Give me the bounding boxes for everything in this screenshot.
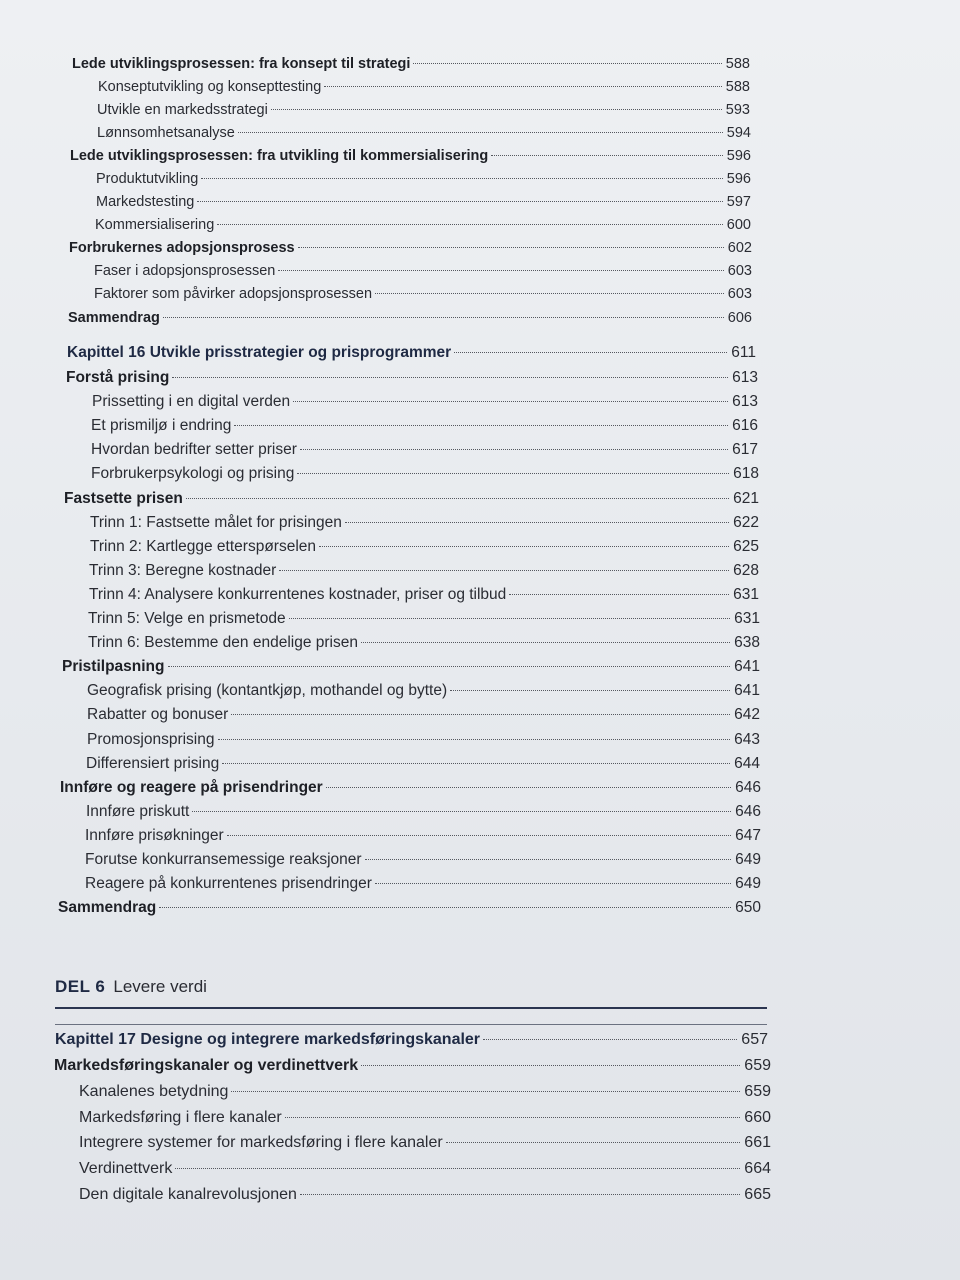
toc-page-number: 665	[744, 1186, 771, 1203]
toc-entry-title: Lønnsomhetsanalyse	[97, 125, 235, 141]
leader-dots	[234, 425, 728, 426]
leader-dots	[413, 63, 721, 64]
leader-dots	[172, 377, 728, 378]
toc-subsection	[95, 217, 751, 233]
toc-entry-title: Trinn 2: Kartlegge etterspørselen	[90, 538, 317, 555]
leader-dots	[300, 1194, 740, 1195]
toc-section	[66, 369, 758, 387]
leader-dots	[454, 352, 727, 353]
toc-subsection	[88, 634, 760, 652]
leader-dots	[297, 473, 729, 474]
toc-subsection	[79, 1083, 771, 1101]
toc-subsection	[91, 465, 759, 483]
leader-dots	[361, 1065, 740, 1066]
toc-subsection	[89, 586, 759, 604]
toc-page-number: 606	[727, 310, 752, 326]
toc-section	[60, 779, 761, 797]
leader-dots	[159, 907, 731, 908]
toc-entry-title: Sammendrag	[68, 310, 160, 326]
toc-entry-title: Den digitale kanalrevolusjonen	[79, 1186, 297, 1203]
toc-entry-title: Prissetting i en digital verden	[92, 393, 291, 410]
toc-page-number: 622	[733, 514, 759, 531]
toc-entry-title: Pristilpasning	[62, 658, 165, 675]
toc-entry-title: Trinn 6: Bestemme den endelige prisen	[88, 634, 358, 651]
leader-dots	[231, 714, 730, 715]
toc-section	[62, 658, 760, 676]
toc-page-number: 618	[733, 465, 759, 482]
toc-subsection	[90, 538, 759, 556]
toc-entry-title: Trinn 5: Velge en prismetode	[88, 610, 286, 627]
toc-entry-title: Markedsføringskanaler og verdinettverk	[54, 1057, 359, 1074]
leader-dots	[217, 224, 723, 225]
toc-page-number: 650	[735, 899, 761, 916]
toc-entry-title: Et prismiljø i endring	[91, 417, 232, 434]
toc-page-number: 644	[734, 755, 760, 772]
toc-entry-title: Verdinettverk	[79, 1160, 173, 1177]
leader-dots	[197, 201, 722, 202]
leader-dots	[238, 132, 723, 133]
toc-subsection	[89, 562, 759, 580]
toc-section	[54, 1057, 771, 1075]
leader-dots	[201, 178, 722, 179]
toc-entry-title: Innføre prisøkninger	[85, 827, 224, 844]
leader-dots	[300, 449, 728, 450]
toc-entry-title: Reagere på konkurrentenes prisendringer	[85, 875, 372, 892]
toc-subsection	[87, 731, 760, 749]
toc-page-number: 588	[725, 56, 750, 72]
toc-entry-title: Fastsette prisen	[64, 490, 183, 507]
toc-page-number: 642	[734, 706, 760, 723]
toc-page-number: 603	[727, 263, 752, 279]
toc-subsection	[79, 1186, 771, 1204]
toc-section	[69, 240, 752, 256]
leader-dots	[298, 247, 724, 248]
toc-entry-title: Kommersialisering	[95, 217, 215, 233]
toc-entry-title: Markedstesting	[96, 194, 195, 210]
toc-page-number: 631	[734, 610, 760, 627]
toc-page-number: 657	[741, 1031, 768, 1048]
toc-subsection	[91, 417, 758, 435]
toc-entry-title: Trinn 3: Beregne kostnader	[89, 562, 277, 579]
toc-page-number: 611	[731, 344, 756, 361]
leader-dots	[319, 546, 729, 547]
toc-entry-title: Trinn 1: Fastsette målet for prisingen	[90, 514, 342, 531]
toc-page-number: 621	[733, 490, 759, 507]
toc-entry-title: Forstå prising	[66, 369, 170, 386]
toc-subsection	[88, 610, 760, 628]
toc-subsection	[85, 875, 761, 893]
toc-page-number: 597	[726, 194, 751, 210]
toc-subsection	[86, 755, 760, 773]
toc-subsection	[79, 1160, 771, 1178]
toc-entry-title: Konseptutvikling og konsepttesting	[98, 79, 322, 95]
toc-entry-title: Kanalenes betydning	[79, 1083, 229, 1100]
toc-entry-title: Faktorer som påvirker adopsjonsprosessen	[94, 286, 373, 302]
toc-page-number: 613	[732, 393, 758, 410]
toc-subsection	[91, 441, 758, 459]
toc-entry-title: Kapittel 16 Utvikle prisstrategier og prisprogrammer	[67, 344, 452, 361]
toc-entry-title: Forbrukernes adopsjonsprosess	[69, 240, 295, 256]
leader-dots	[163, 317, 724, 318]
leader-dots	[222, 763, 730, 764]
toc-subsection	[94, 286, 752, 302]
leader-dots	[279, 570, 729, 571]
toc-subsection	[87, 682, 760, 700]
chapter-divider-rule	[55, 1024, 767, 1025]
toc-page-number: 660	[744, 1109, 771, 1126]
toc-page-number: 664	[744, 1160, 771, 1177]
leader-dots	[446, 1142, 741, 1143]
toc-page-number: 641	[734, 682, 760, 699]
part-divider-rule	[55, 1007, 767, 1009]
toc-subsection	[98, 79, 750, 95]
toc-page-number: 593	[725, 102, 750, 118]
toc-page-number: 649	[735, 851, 761, 868]
toc-page-number: 603	[727, 286, 752, 302]
toc-entry-title: Kapittel 17 Designe og integrere markedsføringskanaler	[55, 1031, 481, 1048]
leader-dots	[227, 835, 731, 836]
toc-page-number: 641	[734, 658, 760, 675]
toc-subsection	[90, 514, 759, 532]
part-heading	[55, 977, 207, 997]
toc-subsection	[94, 263, 752, 279]
leader-dots	[326, 787, 731, 788]
toc-section	[72, 56, 750, 72]
leader-dots	[271, 109, 722, 110]
toc-entry-title: Rabatter og bonuser	[87, 706, 229, 723]
leader-dots	[175, 1168, 740, 1169]
toc-section	[64, 490, 759, 508]
toc-subsection	[96, 171, 751, 187]
toc-entry-title: Geografisk prising (kontantkjøp, mothandel og bytte)	[87, 682, 448, 699]
toc-page-number: 646	[735, 803, 761, 820]
toc-entry-title: Innføre og reagere på prisendringer	[60, 779, 323, 796]
toc-page-number: 659	[744, 1057, 771, 1074]
leader-dots	[289, 618, 731, 619]
part-label: DEL 6	[55, 977, 106, 996]
toc-subsection	[79, 1109, 771, 1127]
toc-subsection	[85, 827, 761, 845]
toc-subsection	[97, 125, 751, 141]
leader-dots	[375, 883, 731, 884]
leader-dots	[231, 1091, 740, 1092]
toc-page-number: 649	[735, 875, 761, 892]
toc-section	[58, 899, 761, 917]
leader-dots	[192, 811, 731, 812]
toc-entry-title: Produktutvikling	[96, 171, 199, 187]
chapter-heading	[67, 344, 756, 362]
toc-entry-title: Lede utviklingsprosessen: fra konsept til strategi	[72, 56, 411, 72]
toc-subsection	[96, 194, 751, 210]
toc-page-number: 600	[726, 217, 751, 233]
leader-dots	[483, 1039, 737, 1040]
toc-subsection	[92, 393, 758, 411]
leader-dots	[361, 642, 730, 643]
leader-dots	[345, 522, 729, 523]
toc-entry-title: Utvikle en markedsstrategi	[97, 102, 268, 118]
leader-dots	[375, 293, 724, 294]
toc-section	[70, 148, 751, 164]
leader-dots	[365, 859, 732, 860]
toc-page-number: 625	[733, 538, 759, 555]
toc-page-number: 602	[727, 240, 752, 256]
toc-subsection	[87, 706, 760, 724]
chapter-heading	[55, 1031, 768, 1049]
toc-entry-title: Innføre priskutt	[86, 803, 190, 820]
toc-page-number: 588	[725, 79, 750, 95]
toc-subsection	[97, 102, 750, 118]
toc-entry-title: Integrere systemer for markedsføring i flere kanaler	[79, 1134, 443, 1151]
toc-page-number: 596	[726, 148, 751, 164]
toc-page-number: 647	[735, 827, 761, 844]
toc-entry-title: Forbrukerpsykologi og prising	[91, 465, 295, 482]
toc-entry-title: Forutse konkurransemessige reaksjoner	[85, 851, 362, 868]
leader-dots	[293, 401, 728, 402]
leader-dots	[218, 739, 731, 740]
leader-dots	[168, 666, 731, 667]
leader-dots	[491, 155, 723, 156]
leader-dots	[285, 1117, 741, 1118]
toc-entry-title: Sammendrag	[58, 899, 157, 916]
toc-page-number: 617	[732, 441, 758, 458]
toc-entry-title: Promosjonsprising	[87, 731, 215, 748]
leader-dots	[324, 86, 722, 87]
toc-entry-title: Lede utviklingsprosessen: fra utvikling til kommersialisering	[70, 148, 489, 164]
toc-page-number: 613	[732, 369, 758, 386]
leader-dots	[186, 498, 729, 499]
leader-dots	[450, 690, 730, 691]
toc-subsection	[85, 851, 761, 869]
toc-page-number: 616	[732, 417, 758, 434]
leader-dots	[278, 270, 723, 271]
toc-page-number: 596	[726, 171, 751, 187]
toc-section	[68, 310, 752, 326]
toc-entry-title: Differensiert prising	[86, 755, 220, 772]
toc-subsection	[86, 803, 761, 821]
part-title: Levere verdi	[113, 977, 207, 996]
toc-page-number: 661	[744, 1134, 771, 1151]
toc-page-number: 594	[726, 125, 751, 141]
toc-entry-title: Trinn 4: Analysere konkurrentenes kostnader, priser og tilbud	[89, 586, 507, 603]
toc-page-number: 643	[734, 731, 760, 748]
toc-page-number: 631	[733, 586, 759, 603]
toc-entry-title: Hvordan bedrifter setter priser	[91, 441, 297, 458]
toc-entry-title: Faser i adopsjonsprosessen	[94, 263, 276, 279]
toc-subsection	[79, 1134, 771, 1152]
leader-dots	[509, 594, 729, 595]
toc-entry-title: Markedsføring i flere kanaler	[79, 1109, 282, 1126]
toc-page-number: 628	[733, 562, 759, 579]
toc-page-number: 659	[744, 1083, 771, 1100]
toc-page-number: 638	[734, 634, 760, 651]
toc-page-number: 646	[735, 779, 761, 796]
